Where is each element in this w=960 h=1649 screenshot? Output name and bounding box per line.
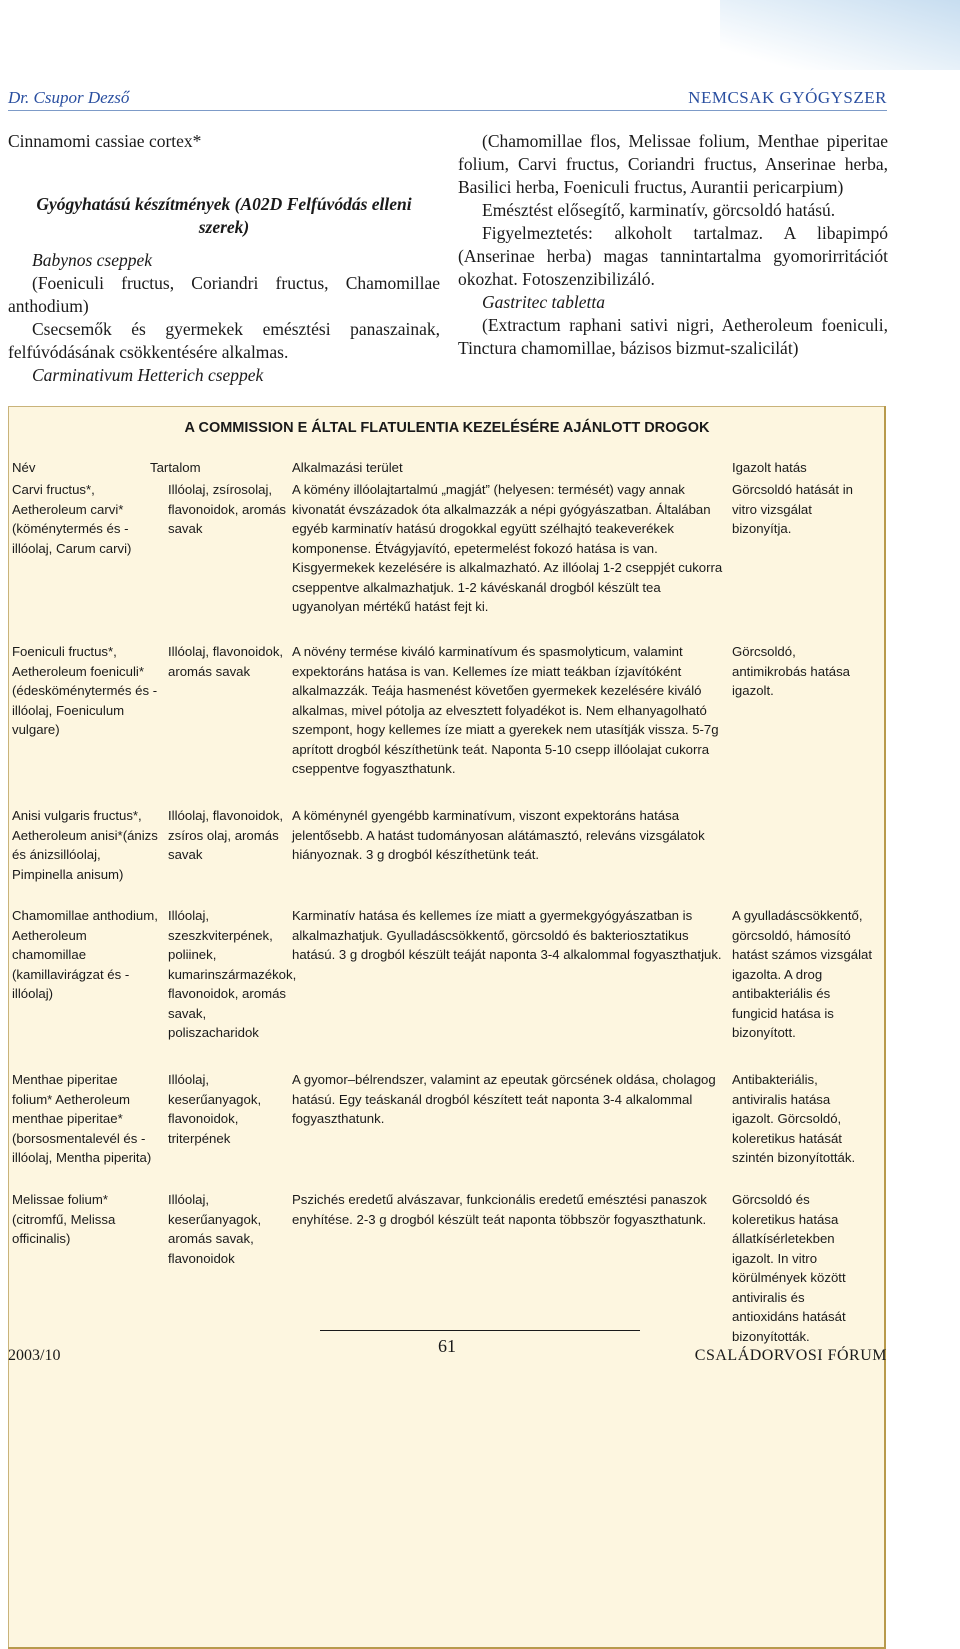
- cell-content: Illóolaj, keserűanyagok, aromás savak, flavonoidok: [168, 1192, 262, 1266]
- cell-use: A kömény illóolajtartalmú „magját” (helyesen: termését) vagy annak kivonatát évszázadok óta alkalmazzák a népi gyógyászatban. Általában egyéb karminatív hatású drogokkal együtt szélhajtó teakeverékek komponense. Étvágyjavító, epetermelést fokozó hatása is van. Kisgyermekek kezelésére is alkalmazható. Az illóolaj 1-2 cseppjét cukorra cseppentve alkalmazhatjuk. 1-2 kávéskanál drogból készült tea ugyanolyan mértékű hatást fejt ki.: [292, 482, 723, 614]
- product-name: Babynos cseppek: [32, 250, 153, 270]
- product-description: Csecsemők és gyermekek emésztési panaszainak, felfúvódásának csökkentésére alkalmas.: [8, 319, 440, 362]
- cell-content: Illóolaj, flavonoidok, aromás savak: [168, 644, 284, 679]
- cell-name: Foeniculi fructus*, Aetheroleum foeniculi* (édesköménytermés és -illóolaj, Foeniculum vulgare): [12, 644, 158, 737]
- cell-name: Anisi vulgaris fructus*, Aetheroleum anisi*(ánizs és ánizsillóolaj, Pimpinella anisum): [12, 808, 158, 882]
- cell-content: Illóolaj, zsírosolaj, flavonoidok, aromás savak: [168, 482, 287, 536]
- right-column: [458, 130, 888, 360]
- cell-use: Pszichés eredetű alvászavar, funkcionális eredetű emésztési panaszok enyhítése. 2-3 g drogból készült teát naponta többször fogyaszthatunk.: [292, 1192, 707, 1227]
- table-header: [8, 456, 878, 478]
- page-number: 61: [438, 1336, 456, 1356]
- cell-name: Menthae piperitae folium* Aetheroleum menthae piperitae* (borsosmentalevél és -illóolaj, Mentha piperita): [12, 1072, 152, 1165]
- cell-name: Melissae folium*(citromfű, Melissa officinalis): [12, 1192, 116, 1246]
- column-header-use: Alkalmazási terület: [292, 460, 403, 475]
- column-header-content: Tartalom: [150, 460, 201, 475]
- product-ingredients: (Foeniculi fructus, Coriandri fructus, Chamomillae anthodium): [8, 273, 440, 316]
- cell-effect: A gyulladáscsökkentő, görcsoldó, hámosító hatást számos vizsgálat igazolta. A drog antibakteriális és fungicid hatása is bizonyított.: [732, 908, 872, 1040]
- cell-effect: Antibakteriális, antiviralis hatása igazolt. Görcsoldó, koleretikus hatását szintén bizonyították.: [732, 1072, 856, 1165]
- cell-use: A gyomor–bélrendszer, valamint az epeutak görcsének oldása, cholagog hatású. Egy teáskanál drogból készített teát naponta 3-4 alkalommal fogyaszthatunk.: [292, 1072, 716, 1126]
- left-column: [8, 130, 440, 387]
- product-warning: Figyelmeztetés: alkoholt tartalmaz. A libapimpó (Anserinae herba) magas tannintartalma gyomorirritációt okozhat. Fotoszenzibilizáló.: [458, 223, 888, 289]
- journal-name: CSALÁDORVOSI FÓRUM: [694, 1347, 887, 1364]
- product-ingredients: (Extractum raphani sativi nigri, Aetheroleum foeniculi, Tinctura chamomillae, bázisos bizmut-szalicilát): [458, 315, 888, 358]
- cell-use: Karminatív hatása és kellemes íze miatt a gyermekgyógyászatban is alkalmazhatjuk. Gyulladáscsökkentő, görcsoldó és bakteriosztatikus hatású. 3 g drogból készült teáját naponta 3-4 alkalommal fogyaszthatjuk.: [292, 908, 722, 962]
- footer-rule: [320, 1330, 640, 1331]
- section-header: NEMCSAK GYÓGYSZER: [688, 88, 887, 107]
- column-header-effect: Igazolt hatás: [732, 460, 807, 475]
- cell-name: Chamomillae anthodium, Aetheroleum chamomillae (kamillavirágzat és -illóolaj): [12, 908, 158, 1001]
- author-header: Dr. Csupor Dezső: [8, 88, 130, 107]
- header-rule: [8, 110, 887, 111]
- column-header-name: Név: [12, 460, 36, 475]
- product-effect: Emésztést elősegítő, karminatív, görcsoldó hatású.: [482, 200, 836, 220]
- product-name: Gastritec tabletta: [482, 292, 605, 312]
- cell-content: Illóolaj, flavonoidok, zsíros olaj, aromás savak: [168, 808, 284, 862]
- box-title: A COMMISSION E ÁLTAL FLATULENTIA KEZELÉSÉRE AJÁNLOTT DROGOK: [184, 420, 710, 436]
- cell-effect: Görcsoldó, antimikrobás hatása igazolt.: [732, 644, 851, 698]
- cell-effect: Görcsoldó és koleretikus hatása állatkísérletekben igazolt. In vitro körülmények között antiviralis és antioxidáns hatását bizonyították.: [732, 1192, 846, 1344]
- product-name: Carminativum Hetterich cseppek: [32, 365, 264, 385]
- cell-effect: Görcsoldó hatását in vitro vizsgálat bizonyítja.: [732, 482, 853, 536]
- cell-content: Illóolaj, keserűanyagok, flavonoidok, triterpének: [168, 1072, 262, 1146]
- issue-number: 2003/10: [8, 1347, 61, 1364]
- product-ingredients: (Chamomillae flos, Melissae folium, Menthae piperitae folium, Carvi fructus, Coriandri fructus, Anserinae herba, Basilici herba, Foeniculi fructus, Aurantii pericarpium): [458, 131, 888, 197]
- section-title: Gyógyhatású készítmények (A02D Felfúvódás elleni szerek): [36, 194, 412, 237]
- drug-name: Cinnamomi cassiae cortex*: [8, 131, 202, 151]
- corner-gradient: [720, 0, 960, 70]
- cell-name: Carvi fructus*, Aetheroleum carvi* (köménytermés és -illóolaj, Carum carvi): [12, 482, 132, 556]
- cell-content: Illóolaj, szeszkviterpének, poliinek, kumarinszármazékok, flavonoidok, aromás savak, poliszacharidok: [168, 908, 297, 1040]
- cell-use: A növény termése kiváló karminatívum és spasmolyticum, valamint expektoráns hatása is van. Kellemes íze miatt teákban ízjavítóként alkalmazzák. Teája hasmenést követően gyermekek kezelésére kiváló alkalmas, mivel pótolja az elvesztett folyadékot is. Nem elhanyagolható szempont, hogy kellemes íze miatt a gyerekek nem utasítják vissza. 5-7g aprított drogból készíthetünk teát. Naponta 5-10 csepp illóolajat cukorra cseppentve fogyaszthatunk.: [292, 644, 719, 776]
- cell-use: A köménynél gyengébb karminatívum, viszont expektoráns hatása jelentősebb. A hatást tudományosan alátámasztó, releváns vizsgálatok hiányoznak. 3 g drogból készíthetünk teát.: [292, 808, 705, 862]
